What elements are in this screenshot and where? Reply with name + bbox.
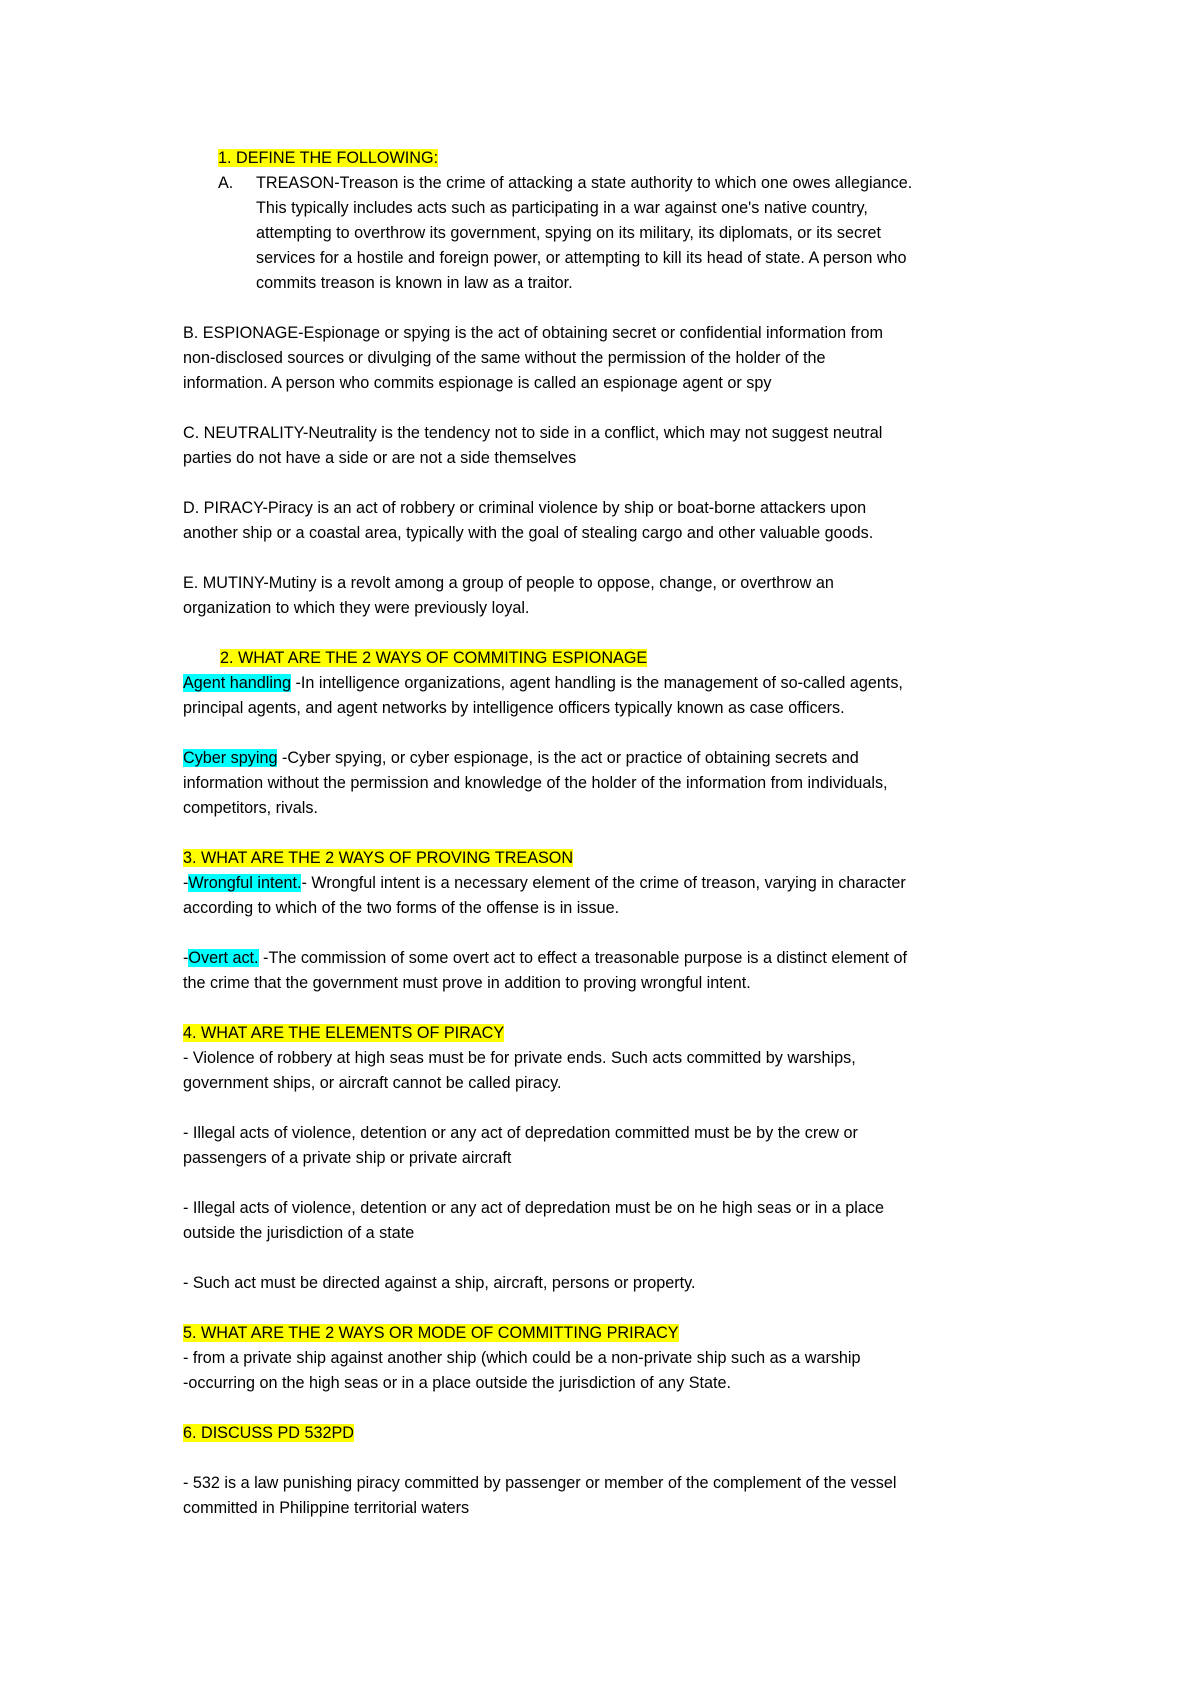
piracy-line-2: another ship or a coastal area, typically with the goal of stealing cargo and other valuable goods.	[183, 524, 874, 542]
treason-line-1: TREASON-Treason is the crime of attacking a state authority to which one owes allegiance.	[256, 174, 913, 192]
wrongful-intent-line-1: - Wrongful intent is a necessary element of the crime of treason, varying in character	[301, 874, 906, 892]
element-1-line-1: - Violence of robbery at high seas must be for private ends. Such acts committed by warships,	[183, 1049, 856, 1067]
q2-heading	[183, 646, 1043, 671]
espionage-line-2: non-disclosed sources or divulging of the same without the permission of the holder of the	[183, 349, 826, 367]
element-3-line-1: - Illegal acts of violence, detention or any act of depredation must be on he high seas or in a place	[183, 1199, 884, 1217]
treason-line-4: services for a hostile and foreign power, or attempting to kill its head of state. A person who	[256, 249, 907, 267]
element-2-line-2: passengers of a private ship or private aircraft	[183, 1149, 512, 1167]
agent-handling-term: Agent handling	[183, 674, 292, 692]
q1-heading	[183, 146, 1043, 171]
wrongful-intent-prefix: -	[183, 874, 189, 892]
q4-heading-text: 4. WHAT ARE THE ELEMENTS OF PIRACY	[183, 1024, 505, 1042]
wrongful-intent-line-2: according to which of the two forms of the offense is in issue.	[183, 899, 620, 917]
neutrality-line-1: C. NEUTRALITY-Neutrality is the tendency not to side in a conflict, which may not suggest neutral	[183, 424, 883, 442]
agent-handling-line-2: principal agents, and agent networks by intelligence officers typically known as case officers.	[183, 699, 845, 717]
espionage-line-3: information. A person who commits espionage is called an espionage agent or spy	[183, 374, 772, 392]
way-overt-act	[183, 946, 1043, 996]
espionage-line-1: B. ESPIONAGE-Espionage or spying is the act of obtaining secret or confidential information from	[183, 324, 884, 342]
element-2-line-1: - Illegal acts of violence, detention or any act of depredation committed must be by the crew or	[183, 1124, 858, 1142]
definition-treason	[183, 171, 1043, 296]
overt-act-term: Overt act.	[188, 949, 259, 967]
agent-handling-line-1: -In intelligence organizations, agent handling is the management of so-called agents,	[291, 674, 903, 692]
q3-heading	[183, 846, 1043, 871]
q4-heading	[183, 1021, 1043, 1046]
document-body	[183, 146, 1043, 1521]
element-2	[183, 1121, 1043, 1171]
wrongful-intent-term: Wrongful intent.	[188, 874, 302, 892]
way-agent-handling	[183, 671, 1043, 721]
way-wrongful-intent	[183, 871, 1043, 921]
mode-line-1: - from a private ship against another ship (which could be a non-private ship such as a warship	[183, 1349, 861, 1367]
q2-heading-text: 2. WHAT ARE THE 2 WAYS OF COMMITING ESPIONAGE	[220, 649, 648, 667]
mutiny-line-2: organization to which they were previously loyal.	[183, 599, 530, 617]
definition-neutrality	[183, 421, 1043, 471]
pd532-line-1: - 532 is a law punishing piracy committed by passenger or member of the complement of the vessel	[183, 1474, 897, 1492]
treason-line-2: This typically includes acts such as participating in a war against one's native country,	[256, 199, 868, 217]
q3-heading-text: 3. WHAT ARE THE 2 WAYS OF PROVING TREASON	[183, 849, 574, 867]
element-3	[183, 1196, 1043, 1246]
mutiny-line-1: E. MUTINY-Mutiny is a revolt among a group of people to oppose, change, or overthrow an	[183, 574, 834, 592]
definition-piracy	[183, 496, 1043, 546]
cyber-spying-line-1: -Cyber spying, or cyber espionage, is the act or practice of obtaining secrets and	[277, 749, 859, 767]
q5-heading	[183, 1321, 1043, 1346]
q6-heading-text: 6. DISCUSS PD 532PD	[183, 1424, 354, 1442]
piracy-line-1: D. PIRACY-Piracy is an act of robbery or criminal violence by ship or boat-borne attackers upon	[183, 499, 867, 517]
mode-line-2: -occurring on the high seas or in a place outside the jurisdiction of any State.	[183, 1374, 731, 1392]
q1-number: 1.	[218, 149, 232, 167]
element-1-line-2: government ships, or aircraft cannot be called piracy.	[183, 1074, 562, 1092]
q5-heading-text: 5. WHAT ARE THE 2 WAYS OR MODE OF COMMITTING PRIRACY	[183, 1324, 679, 1342]
pd532-line-2: committed in Philippine territorial waters	[183, 1499, 470, 1517]
treason-line-5: commits treason is known in law as a traitor.	[256, 274, 573, 292]
q6-heading	[183, 1421, 1043, 1446]
definition-mutiny	[183, 571, 1043, 621]
way-cyber-spying	[183, 746, 1043, 821]
element-1	[183, 1046, 1043, 1096]
element-4: - Such act must be directed against a ship, aircraft, persons or property.	[183, 1274, 696, 1292]
cyber-spying-line-2: information without the permission and knowledge of the holder of the information from individuals,	[183, 774, 888, 792]
cyber-spying-term: Cyber spying	[183, 749, 278, 767]
cyber-spying-line-3: competitors, rivals.	[183, 799, 318, 817]
item-a-marker: A.	[218, 174, 234, 192]
q1-heading-text: DEFINE THE FOLLOWING:	[236, 149, 439, 167]
definition-espionage	[183, 321, 1043, 396]
neutrality-line-2: parties do not have a side or are not a side themselves	[183, 449, 577, 467]
overt-act-line-1: -The commission of some overt act to effect a treasonable purpose is a distinct element of	[258, 949, 907, 967]
element-3-line-2: outside the jurisdiction of a state	[183, 1224, 415, 1242]
overt-act-prefix: -	[183, 949, 189, 967]
overt-act-line-2: the crime that the government must prove in addition to proving wrongful intent.	[183, 974, 751, 992]
treason-line-3: attempting to overthrow its government, spying on its military, its diplomats, or its secret	[256, 224, 881, 242]
